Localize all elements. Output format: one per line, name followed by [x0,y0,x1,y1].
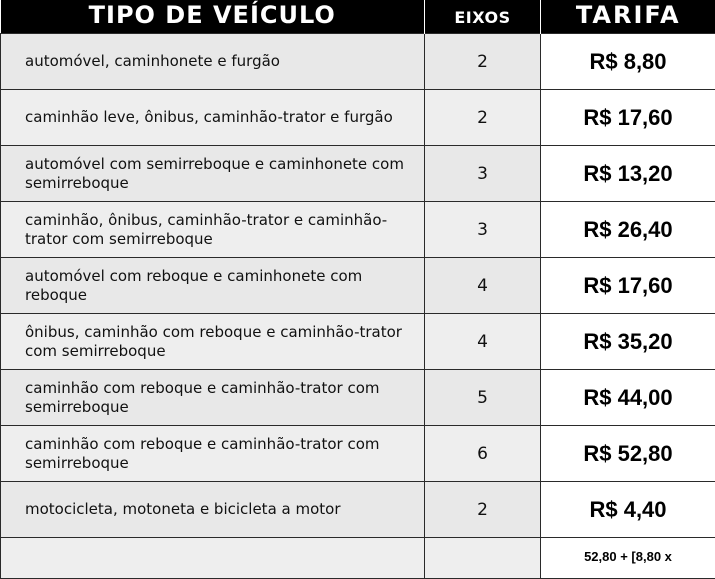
table-row [1,482,715,538]
vehicle-type-cell [1,314,425,370]
fare-cell: R$ 44,00 [541,370,715,426]
vehicle-type-cell [1,34,425,90]
column-header-fare-label: TARIFA [541,3,715,33]
axles-cell: 4 [425,258,541,314]
table-row-partial [1,538,715,579]
axles-cell: 5 [425,370,541,426]
vehicle-type-cell [1,482,425,538]
axles-cell: 3 [425,202,541,258]
axles-cell [425,538,541,579]
axles-cell: 2 [425,34,541,90]
table-row [1,202,715,258]
fare-cell: R$ 35,20 [541,314,715,370]
fare-cell: R$ 4,40 [541,482,715,538]
column-header-vehicle-type [1,0,425,34]
axles-cell: 2 [425,482,541,538]
vehicle-type-text: automóvel com semirreboque e caminhonete com semirreboque [1,155,424,193]
vehicle-type-text: caminhão, ônibus, caminhão-trator e caminhão-trator com semirreboque [1,211,424,249]
table-row [1,370,715,426]
fare-cell: R$ 17,60 [541,90,715,146]
table-row [1,34,715,90]
vehicle-type-cell [1,90,425,146]
table-row [1,314,715,370]
fare-cell: R$ 8,80 [541,34,715,90]
vehicle-type-text: automóvel com reboque e caminhonete com reboque [1,267,424,305]
fare-cell: R$ 26,40 [541,202,715,258]
column-header-vehicle-type-label: TIPO DE VEÍCULO [1,3,425,33]
axles-cell: 3 [425,146,541,202]
fare-cell: R$ 52,80 [541,426,715,482]
vehicle-type-text: motocicleta, motoneta e bicicleta a motor [1,500,424,519]
vehicle-type-cell [1,258,425,314]
table-row [1,90,715,146]
column-header-fare [541,0,715,34]
fare-cell: R$ 17,60 [541,258,715,314]
vehicle-type-cell [1,146,425,202]
vehicle-type-text: automóvel, caminhonete e furgão [1,52,424,71]
vehicle-type-text: ônibus, caminhão com reboque e caminhão-trator com semirreboque [1,323,424,361]
table-row [1,258,715,314]
vehicle-type-text: caminhão com reboque e caminhão-trator com semirreboque [1,379,424,417]
vehicle-type-cell [1,370,425,426]
axles-cell: 2 [425,90,541,146]
vehicle-type-text: caminhão com reboque e caminhão-trator com semirreboque [1,435,424,473]
vehicle-type-cell [1,426,425,482]
axles-cell: 4 [425,314,541,370]
vehicle-type-text: caminhão leve, ônibus, caminhão-trator e furgão [1,108,424,127]
fare-cell: R$ 13,20 [541,146,715,202]
table-row [1,426,715,482]
vehicle-type-cell [1,202,425,258]
axles-cell: 6 [425,426,541,482]
table-row [1,146,715,202]
vehicle-type-cell [1,538,425,579]
table-header-row [1,0,715,34]
fare-formula-cell: 52,80 + [8,80 x [541,538,715,579]
column-header-axles [425,0,541,34]
column-header-axles-label: EIXOS [425,10,540,33]
